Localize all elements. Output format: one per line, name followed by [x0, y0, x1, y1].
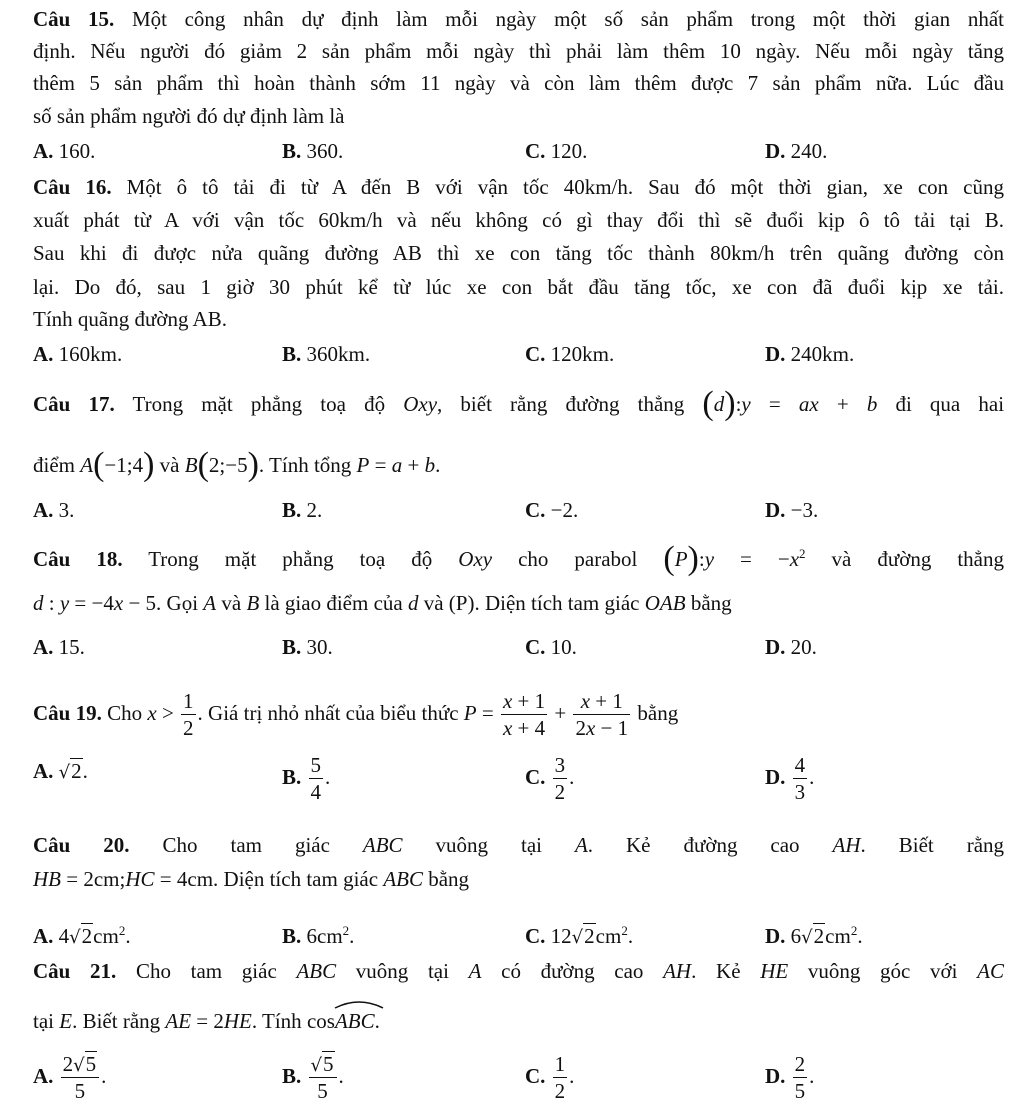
q18-math: OAB — [644, 591, 686, 615]
q21-option-d[interactable] — [765, 1047, 814, 1105]
q15-line-3 — [33, 70, 1004, 96]
q18-label: Câu 18. — [33, 547, 123, 571]
q18-option-c[interactable] — [525, 634, 577, 660]
option-letter: C. — [525, 924, 546, 948]
q16-line-3 — [33, 240, 1004, 266]
q16-line-4 — [33, 274, 1004, 300]
q21-line-1 — [33, 958, 1004, 984]
option-value: $\frac{√5}{5}$ . — [310, 1052, 344, 1104]
option-letter: D. — [765, 1064, 786, 1088]
option-value: 15. — [58, 635, 85, 659]
q20-math: A — [574, 833, 588, 857]
q15-line-1 — [33, 6, 1004, 32]
option-value: √2. — [58, 759, 88, 783]
q21-math: HE — [760, 959, 789, 983]
q21-math: cos ABC. — [307, 1009, 380, 1033]
q17-line-1 — [33, 385, 1005, 422]
q16-text-1: Một ô tô tải đi từ A đến B với vận tốc 40km/h. Sau đó một thời gian, xe con cũng — [126, 175, 1004, 199]
option-letter: D. — [765, 342, 786, 366]
q20-math: ABC — [383, 867, 423, 891]
q17-line-2 — [33, 446, 1004, 483]
option-letter: A. — [33, 498, 54, 522]
q15-text-2: định. Nếu người đó giảm 2 sản phẩm mỗi ngày thì phải làm thêm 10 ngày. Nếu mỗi ngày tăng — [33, 39, 1004, 63]
q21-text: . Kẻ — [691, 959, 741, 983]
q19-text: Cho — [107, 701, 143, 725]
q17-option-b[interactable] — [282, 497, 322, 523]
q20-math: AH — [832, 833, 861, 857]
q18-math: (P):y = $-x^2$ — [663, 540, 806, 577]
q21-math: ABC — [296, 959, 337, 983]
q21-math: AE = 2HE — [165, 1009, 252, 1033]
option-value: 10. — [550, 635, 577, 659]
q17-text: đi qua hai — [895, 392, 1005, 416]
q16-text-3: Sau khi đi được nửa quãng đường AB thì xe con tăng tốc thành 80km/h trên quãng đường còn — [33, 241, 1004, 265]
q20-line-1 — [33, 832, 1004, 858]
q20-text: bằng — [428, 867, 470, 891]
q19-option-a[interactable] — [33, 758, 88, 786]
option-value: 160km. — [58, 342, 123, 366]
option-letter: D. — [765, 498, 786, 522]
q20-math: HB = 2cm;HC = 4cm — [33, 867, 214, 891]
q21-option-c[interactable] — [525, 1047, 574, 1105]
q18-text: và (P). Diện tích tam giác — [423, 591, 640, 615]
option-value: 20. — [790, 635, 817, 659]
option-letter: A. — [33, 1064, 54, 1088]
q17-math: A(−1;4) — [80, 446, 155, 483]
option-letter: B. — [282, 498, 302, 522]
q15-option-b[interactable] — [282, 138, 343, 164]
q17-math: Oxy — [403, 392, 438, 416]
q18-math: d : y = −4x − 5 — [33, 591, 157, 615]
q19-math: x > $\frac{1}{2}$ — [147, 689, 194, 741]
q21-text: Cho tam giác — [135, 959, 277, 983]
option-value: $12√2cm^2$. — [550, 923, 634, 948]
q17-option-d[interactable] — [765, 497, 818, 523]
option-value: $4√2cm^2$. — [58, 923, 131, 948]
q18-line-1 — [33, 540, 1005, 577]
q20-text: vuông tại — [435, 833, 542, 857]
q15-line-4 — [33, 103, 1004, 129]
q21-math: AH — [663, 959, 692, 983]
q21-option-a[interactable] — [33, 1047, 106, 1105]
q21-math: A — [468, 959, 482, 983]
option-letter: B. — [282, 635, 302, 659]
option-letter: A. — [33, 924, 54, 948]
option-value: 2. — [306, 498, 323, 522]
q18-text: Trong mặt phẳng toạ độ — [148, 547, 433, 571]
q15-text-3: thêm 5 sản phẩm thì hoàn thành sớm 11 ngày và còn làm thêm được 7 sản phẩm nữa. Lúc đầu — [33, 71, 1004, 95]
option-value: 240km. — [790, 342, 855, 366]
option-value: 3. — [58, 498, 75, 522]
option-value: 360km. — [306, 342, 371, 366]
q18-text: bằng — [690, 591, 732, 615]
q21-text: vuông góc với — [807, 959, 958, 983]
q20-label: Câu 20. — [33, 833, 130, 857]
q20-text: . Kẻ đường cao — [587, 833, 800, 857]
q15-text-4: số sản phẩm người đó dự định làm là — [33, 104, 345, 128]
q20-line-2 — [33, 866, 1004, 892]
option-value: 240. — [790, 139, 828, 163]
q18-text: là giao điểm của — [264, 591, 403, 615]
q15-text-1: Một công nhân dự định làm mỗi ngày một số sản phẩm trong một thời gian nhất — [131, 7, 1004, 31]
option-letter: B. — [282, 765, 302, 789]
q21-math: E — [59, 1009, 73, 1033]
q19-option-b[interactable] — [282, 752, 330, 803]
q19-line-1 — [33, 688, 1004, 741]
q20-option-c[interactable] — [525, 918, 633, 951]
q17-math: B(2;−5) — [184, 446, 259, 483]
option-value: −2. — [550, 498, 579, 522]
q18-line-2 — [33, 590, 1004, 616]
q17-math: P = a + b. — [356, 453, 441, 477]
q18-math: A — [203, 591, 217, 615]
q16-option-c[interactable] — [525, 341, 614, 367]
q16-line-1 — [33, 174, 1004, 200]
q19-text: bằng — [637, 701, 679, 725]
q15-option-d[interactable] — [765, 138, 827, 164]
q16-text-5: Tính quãng đường AB. — [33, 307, 227, 331]
q19-text: . Giá trị nhỏ nhất của biểu thức — [197, 701, 459, 725]
q18-option-a[interactable] — [33, 634, 85, 660]
option-value: 30. — [306, 635, 333, 659]
option-letter: C. — [525, 498, 546, 522]
option-value: 120km. — [550, 342, 615, 366]
q18-math: d — [407, 591, 419, 615]
q17-text: và — [159, 453, 180, 477]
q21-text: tại — [33, 1009, 54, 1033]
option-letter: B. — [282, 1064, 302, 1088]
option-value: $\frac{1}{2}$ . — [554, 1052, 575, 1104]
q16-option-d[interactable] — [765, 341, 854, 367]
option-value: $\frac{2}{5}$ . — [794, 1052, 815, 1104]
option-letter: A. — [33, 635, 54, 659]
option-letter: A. — [33, 759, 54, 783]
q16-label: Câu 16. — [33, 175, 112, 199]
q17-text: điểm — [33, 453, 75, 477]
option-letter: D. — [765, 765, 786, 789]
option-value: $\frac{3}{2}$ . — [554, 753, 575, 805]
option-letter: B. — [282, 342, 302, 366]
option-letter: C. — [525, 635, 546, 659]
q16-text-2: xuất phát từ A với vận tốc 60km/h và nếu không có gì thay đổi thì sẽ đuổi kịp ô tô tải tại B. — [33, 208, 1004, 232]
q17-option-c[interactable] — [525, 497, 578, 523]
q16-line-2 — [33, 207, 1004, 233]
q18-option-d[interactable] — [765, 634, 817, 660]
q17-text: . Tính tổng — [258, 453, 352, 477]
option-letter: C. — [525, 139, 546, 163]
q15-line-2 — [33, 38, 1004, 64]
q18-option-b[interactable] — [282, 634, 333, 660]
q15-option-a[interactable] — [33, 138, 95, 164]
q21-option-b[interactable] — [282, 1047, 344, 1105]
q18-math: B — [246, 591, 260, 615]
option-letter: B. — [282, 139, 302, 163]
q19-math: P = $\frac{x + 1}{x + 4}$ + $\frac{x + 1}{2x - 1}$ — [463, 689, 629, 741]
option-value: $6cm^2$. — [306, 923, 355, 948]
q16-option-a[interactable] — [33, 341, 122, 367]
q18-text: cho parabol — [518, 547, 638, 571]
option-value: 160. — [58, 139, 96, 163]
option-value: $\frac{4}{3}$ . — [794, 753, 815, 805]
q21-text: . Tính — [251, 1009, 302, 1033]
q20-text: Cho tam giác — [162, 833, 330, 857]
q21-line-2 — [33, 1008, 1004, 1034]
option-value: $\frac{5}{4}$ . — [310, 753, 331, 805]
q21-math: AC — [977, 959, 1004, 983]
q18-text: và đường thẳng — [831, 547, 1005, 571]
q21-label: Câu 21. — [33, 959, 117, 983]
option-letter: D. — [765, 139, 786, 163]
option-value: $\frac{2√5}{5}$ . — [62, 1052, 107, 1104]
q21-text: . Biết rằng — [72, 1009, 161, 1033]
q17-label: Câu 17. — [33, 392, 115, 416]
q17-math: (d):y = ax + b — [702, 385, 878, 422]
option-letter: B. — [282, 924, 302, 948]
option-letter: A. — [33, 139, 54, 163]
option-value: −3. — [790, 498, 819, 522]
option-letter: C. — [525, 1064, 546, 1088]
option-letter: C. — [525, 342, 546, 366]
q18-text: . Gọi — [156, 591, 199, 615]
q20-option-a[interactable] — [33, 918, 131, 951]
option-value: 120. — [550, 139, 588, 163]
q19-option-c[interactable] — [525, 752, 574, 803]
q18-text: và — [221, 591, 242, 615]
q17-option-a[interactable] — [33, 497, 74, 523]
q18-math: Oxy — [458, 547, 493, 571]
q15-label: Câu 15. — [33, 7, 115, 31]
q16-line-5 — [33, 306, 1004, 332]
q20-math: ABC — [362, 833, 403, 857]
q20-option-b[interactable] — [282, 918, 354, 949]
q17-text: , biết rằng đường thẳng — [437, 392, 685, 416]
option-letter: D. — [765, 635, 786, 659]
option-letter: C. — [525, 765, 546, 789]
q20-text: . Diện tích tam giác — [213, 867, 379, 891]
q17-text: Trong mặt phẳng toạ độ — [132, 392, 386, 416]
q16-text-4: lại. Do đó, sau 1 giờ 30 phút kể từ lúc xe con bắt đầu tăng tốc, xe con đã đuổi kịp xe tải. — [33, 275, 1004, 299]
q21-text: có đường cao — [501, 959, 644, 983]
q19-label: Câu 19. — [33, 701, 102, 725]
option-letter: D. — [765, 924, 786, 948]
q20-text: . Biết rằng — [860, 833, 1005, 857]
q21-text: vuông tại — [355, 959, 449, 983]
option-letter: A. — [33, 342, 54, 366]
option-value: 360. — [306, 139, 344, 163]
q20-option-d[interactable] — [765, 918, 863, 951]
q19-option-d[interactable] — [765, 752, 814, 803]
q15-option-c[interactable] — [525, 138, 587, 164]
q16-option-b[interactable] — [282, 341, 370, 367]
option-value: $6√2cm^2$. — [790, 923, 863, 948]
